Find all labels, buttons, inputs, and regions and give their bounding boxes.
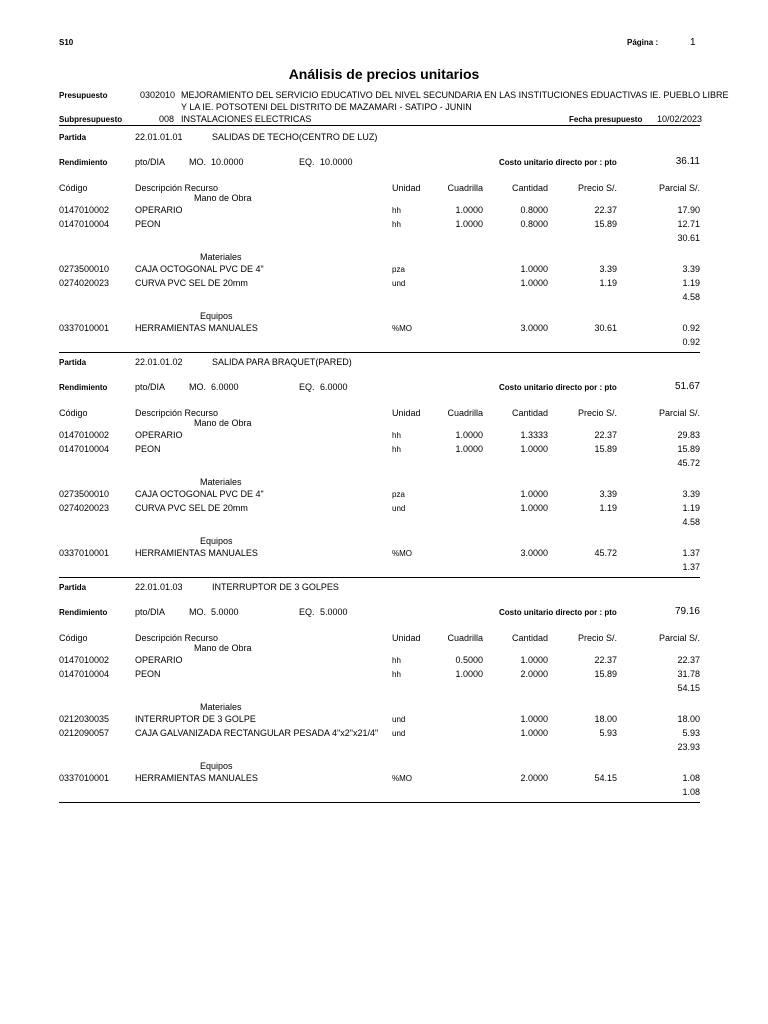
- resource-descripcion: OPERARIO: [135, 205, 183, 215]
- col-precio: Precio S/.: [577, 633, 617, 643]
- resource-parcial: 29.83: [677, 430, 700, 440]
- resource-precio: 3.39: [599, 489, 617, 499]
- resource-unidad: und: [392, 715, 406, 724]
- mano-de-obra-total: 54.15: [677, 683, 700, 693]
- partida-label: Partida: [59, 133, 87, 142]
- resource-parcial: 15.89: [677, 444, 700, 454]
- resource-parcial: 12.71: [677, 219, 700, 229]
- group-equipos: Equipos: [200, 536, 233, 546]
- resource-precio: 18.00: [594, 714, 617, 724]
- resource-codigo: 0147010002: [59, 655, 110, 665]
- mo-label: MO.: [189, 382, 206, 392]
- resource-precio: 54.15: [594, 773, 617, 783]
- rendimiento-label: Rendimiento: [59, 608, 108, 617]
- resource-cantidad: 0.8000: [520, 205, 548, 215]
- presupuesto-line-2: Y LA IE. POTSOTENI DEL DISTRITO DE MAZAMARI - SATIPO - JUNIN: [181, 102, 472, 112]
- resource-parcial: 3.39: [682, 264, 700, 274]
- col-cuadrilla: Cuadrilla: [447, 408, 483, 418]
- equipos-total: 1.08: [682, 787, 700, 797]
- mo-value: 6.0000: [211, 382, 239, 392]
- resource-descripcion: OPERARIO: [135, 655, 183, 665]
- resource-parcial: 17.90: [677, 205, 700, 215]
- resource-codigo: 0147010004: [59, 669, 110, 679]
- group-materiales: Materiales: [200, 702, 242, 712]
- partida-code: 22.01.01.03: [135, 582, 183, 592]
- resource-descripcion: CURVA PVC SEL DE 20mm: [135, 503, 248, 513]
- resource-descripcion: PEON: [135, 444, 161, 454]
- partida-name: SALIDAS DE TECHO(CENTRO DE LUZ): [212, 132, 378, 142]
- col-cantidad: Cantidad: [511, 633, 548, 643]
- col-precio: Precio S/.: [577, 408, 617, 418]
- mo-value: 5.0000: [211, 607, 239, 617]
- resource-cuadrilla: 1.0000: [455, 444, 483, 454]
- resource-precio: 22.37: [594, 205, 617, 215]
- equipos-total: 0.92: [682, 337, 700, 347]
- resource-unidad: %MO: [392, 324, 412, 333]
- page-number: 1: [690, 37, 696, 48]
- resource-descripcion: CURVA PVC SEL DE 20mm: [135, 278, 248, 288]
- resource-precio: 22.37: [594, 655, 617, 665]
- rendimiento-label: Rendimiento: [59, 158, 108, 167]
- partida-label: Partida: [59, 583, 87, 592]
- col-parcial: Parcial S/.: [658, 408, 700, 418]
- col-unidad: Unidad: [392, 183, 421, 193]
- col-unidad: Unidad: [392, 408, 421, 418]
- col-descripcion: Descripción Recurso: [135, 633, 219, 643]
- costo-label: Costo unitario directo por : pto: [499, 158, 617, 167]
- resource-descripcion: CAJA OCTOGONAL PVC DE 4": [135, 489, 264, 499]
- group-materiales: Materiales: [200, 477, 242, 487]
- resource-cantidad: 1.0000: [520, 264, 548, 274]
- partida-divider: [59, 352, 700, 353]
- col-codigo: Código: [59, 633, 88, 643]
- mo-label: MO.: [189, 607, 206, 617]
- resource-cuadrilla: 0.5000: [455, 655, 483, 665]
- resource-codigo: 0273500010: [59, 489, 110, 499]
- page-title: Análisis de precios unitarios: [288, 66, 480, 82]
- resource-unidad: hh: [392, 656, 401, 665]
- resource-codigo: 0274020023: [59, 278, 110, 288]
- materiales-total: 23.93: [677, 742, 700, 752]
- resource-unidad: und: [392, 279, 406, 288]
- group-mano-de-obra: Mano de Obra: [194, 193, 252, 203]
- col-cuadrilla: Cuadrilla: [447, 633, 483, 643]
- resource-unidad: hh: [392, 220, 401, 229]
- group-equipos: Equipos: [200, 311, 233, 321]
- resource-cantidad: 1.0000: [520, 714, 548, 724]
- rendimiento-label: Rendimiento: [59, 383, 108, 392]
- col-cuadrilla: Cuadrilla: [447, 183, 483, 193]
- costo-value: 51.67: [674, 381, 700, 392]
- resource-precio: 15.89: [594, 669, 617, 679]
- resource-codigo: 0337010001: [59, 548, 110, 558]
- resource-cantidad: 2.0000: [520, 773, 548, 783]
- resource-precio: 15.89: [594, 219, 617, 229]
- eq-label: EQ.: [299, 382, 315, 392]
- resource-precio: 5.93: [599, 728, 617, 738]
- resource-cantidad: 3.0000: [520, 323, 548, 333]
- resource-cantidad: 0.8000: [520, 219, 548, 229]
- resource-precio: 45.72: [594, 548, 617, 558]
- resource-precio: 1.19: [599, 278, 617, 288]
- partida-divider: [59, 802, 700, 803]
- subpresupuesto-label: Subpresupuesto: [59, 115, 123, 124]
- col-descripcion: Descripción Recurso: [135, 183, 219, 193]
- materiales-total: 4.58: [682, 292, 700, 302]
- col-parcial: Parcial S/.: [658, 183, 700, 193]
- resource-precio: 3.39: [599, 264, 617, 274]
- resource-cuadrilla: 1.0000: [455, 205, 483, 215]
- resource-unidad: und: [392, 729, 406, 738]
- resource-descripcion: CAJA OCTOGONAL PVC DE 4": [135, 264, 264, 274]
- resource-parcial: 31.78: [677, 669, 700, 679]
- partida-label: Partida: [59, 358, 87, 367]
- resource-parcial: 5.93: [682, 728, 700, 738]
- presupuesto-label: Presupuesto: [59, 91, 108, 100]
- resource-cuadrilla: 1.0000: [455, 669, 483, 679]
- fecha-label: Fecha presupuesto: [569, 115, 643, 124]
- equipos-total: 1.37: [682, 562, 700, 572]
- mano-de-obra-total: 30.61: [677, 233, 700, 243]
- partida-code: 22.01.01.01: [135, 132, 183, 142]
- materiales-total: 4.58: [682, 517, 700, 527]
- resource-parcial: 1.37: [682, 548, 700, 558]
- software-label: S10: [59, 38, 74, 47]
- resource-precio: 1.19: [599, 503, 617, 513]
- resource-codigo: 0212030035: [59, 714, 110, 724]
- eq-value: 5.0000: [320, 607, 348, 617]
- resource-descripcion: OPERARIO: [135, 430, 183, 440]
- resource-cuadrilla: 1.0000: [455, 430, 483, 440]
- header-divider: [59, 125, 700, 126]
- resource-cuadrilla: 1.0000: [455, 219, 483, 229]
- resource-descripcion: PEON: [135, 669, 161, 679]
- unit-rate: pto/DIA: [135, 157, 166, 167]
- group-mano-de-obra: Mano de Obra: [194, 418, 252, 428]
- resource-codigo: 0147010004: [59, 219, 110, 229]
- presupuesto-line-1: MEJORAMIENTO DEL SERVICIO EDUCATIVO DEL NIVEL SECUNDARIA EN LAS INSTITUCIONES EDUACTIVAS IE. PUEBLO LIBRE: [181, 90, 729, 100]
- resource-codigo: 0273500010: [59, 264, 110, 274]
- resource-codigo: 0147010002: [59, 205, 110, 215]
- resource-parcial: 22.37: [677, 655, 700, 665]
- resource-descripcion: PEON: [135, 219, 161, 229]
- resource-cantidad: 1.0000: [520, 444, 548, 454]
- resource-cantidad: 1.3333: [520, 430, 548, 440]
- resource-cantidad: 1.0000: [520, 489, 548, 499]
- mano-de-obra-total: 45.72: [677, 458, 700, 468]
- resource-descripcion: CAJA GALVANIZADA RECTANGULAR PESADA 4"x2"x21/4": [135, 728, 379, 738]
- col-codigo: Código: [59, 408, 88, 418]
- eq-label: EQ.: [299, 607, 315, 617]
- resource-unidad: %MO: [392, 549, 412, 558]
- resource-parcial: 0.92: [682, 323, 700, 333]
- resource-codigo: 0147010002: [59, 430, 110, 440]
- group-materiales: Materiales: [200, 252, 242, 262]
- resource-cantidad: 1.0000: [520, 655, 548, 665]
- group-mano-de-obra: Mano de Obra: [194, 643, 252, 653]
- resource-unidad: pza: [392, 265, 405, 274]
- resource-parcial: 1.19: [682, 503, 700, 513]
- resource-unidad: und: [392, 504, 406, 513]
- page-label: Página :: [627, 38, 659, 47]
- resource-precio: 22.37: [594, 430, 617, 440]
- unit-rate: pto/DIA: [135, 607, 166, 617]
- resource-codigo: 0274020023: [59, 503, 110, 513]
- resource-cantidad: 1.0000: [520, 503, 548, 513]
- resource-codigo: 0337010001: [59, 323, 110, 333]
- resource-codigo: 0337010001: [59, 773, 110, 783]
- resource-descripcion: HERRAMIENTAS MANUALES: [135, 773, 258, 783]
- col-unidad: Unidad: [392, 633, 421, 643]
- resource-parcial: 18.00: [677, 714, 700, 724]
- unit-rate: pto/DIA: [135, 382, 166, 392]
- col-parcial: Parcial S/.: [658, 633, 700, 643]
- eq-value: 10.0000: [320, 157, 353, 167]
- partida-code: 22.01.01.02: [135, 357, 183, 367]
- col-codigo: Código: [59, 183, 88, 193]
- col-precio: Precio S/.: [577, 183, 617, 193]
- partida-name: SALIDA PARA BRAQUET(PARED): [212, 357, 352, 367]
- eq-label: EQ.: [299, 157, 315, 167]
- resource-parcial: 1.08: [682, 773, 700, 783]
- costo-label: Costo unitario directo por : pto: [499, 608, 617, 617]
- resource-codigo: 0147010004: [59, 444, 110, 454]
- resource-unidad: pza: [392, 490, 405, 499]
- resource-parcial: 3.39: [682, 489, 700, 499]
- resource-unidad: hh: [392, 670, 401, 679]
- costo-label: Costo unitario directo por : pto: [499, 383, 617, 392]
- presupuesto-code: 0302010: [140, 90, 176, 100]
- resource-cantidad: 1.0000: [520, 278, 548, 288]
- subpresupuesto-name: INSTALACIONES ELECTRICAS: [181, 114, 312, 124]
- mo-label: MO.: [189, 157, 206, 167]
- col-cantidad: Cantidad: [511, 183, 548, 193]
- col-descripcion: Descripción Recurso: [135, 408, 219, 418]
- col-cantidad: Cantidad: [511, 408, 548, 418]
- resource-unidad: %MO: [392, 774, 412, 783]
- resource-parcial: 1.19: [682, 278, 700, 288]
- group-equipos: Equipos: [200, 761, 233, 771]
- resource-unidad: hh: [392, 431, 401, 440]
- resource-precio: 15.89: [594, 444, 617, 454]
- resource-descripcion: HERRAMIENTAS MANUALES: [135, 323, 258, 333]
- resource-unidad: hh: [392, 206, 401, 215]
- partida-name: INTERRUPTOR DE 3 GOLPES: [212, 582, 339, 592]
- resource-unidad: hh: [392, 445, 401, 454]
- mo-value: 10.0000: [211, 157, 244, 167]
- fecha-value: 10/02/2023: [657, 114, 703, 124]
- subpresupuesto-code: 008: [159, 114, 175, 124]
- resource-cantidad: 2.0000: [520, 669, 548, 679]
- resource-cantidad: 1.0000: [520, 728, 548, 738]
- resource-descripcion: INTERRUPTOR DE 3 GOLPE: [135, 714, 256, 724]
- resource-codigo: 0212090057: [59, 728, 110, 738]
- costo-value: 79.16: [674, 606, 700, 617]
- resource-cantidad: 3.0000: [520, 548, 548, 558]
- eq-value: 6.0000: [320, 382, 348, 392]
- costo-value: 36.11: [675, 156, 700, 167]
- resource-precio: 30.61: [594, 323, 617, 333]
- resource-descripcion: HERRAMIENTAS MANUALES: [135, 548, 258, 558]
- partida-divider: [59, 577, 700, 578]
